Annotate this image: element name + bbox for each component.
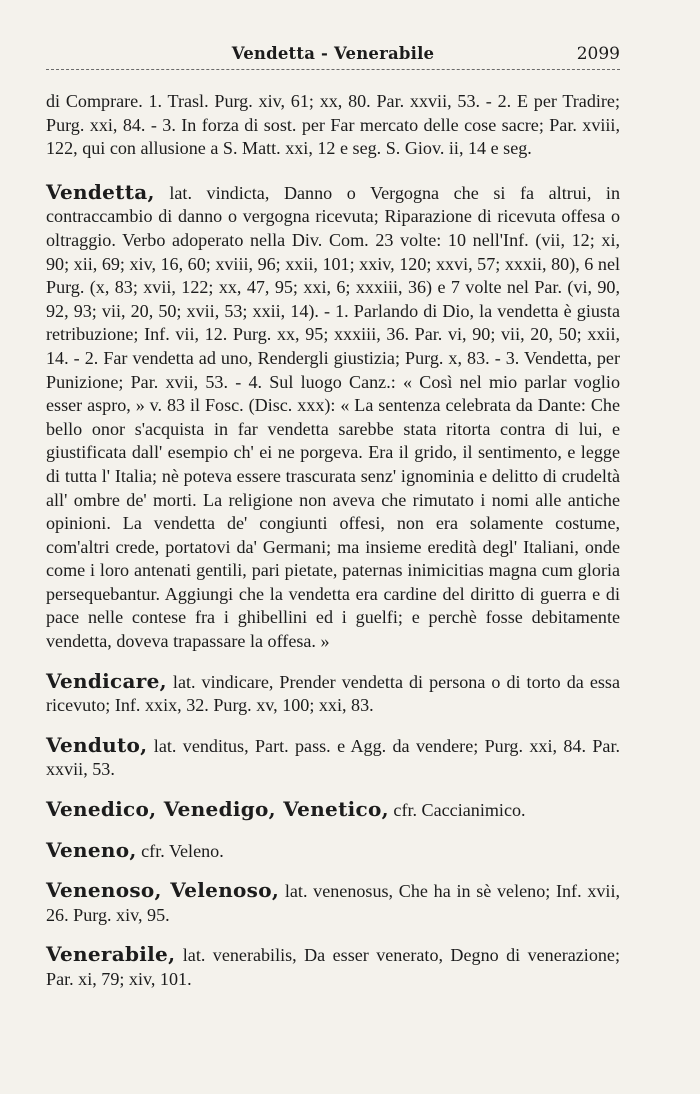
- headword: Venenoso, Velenoso,: [46, 878, 280, 903]
- entry-text: lat. vindicta, Danno o Vergogna che si fa altrui, in contraccambio di danno o vergogna ricevuta; Riparazione di ricevuta offesa o oltraggio. Verbo adoperato nella Div. Com. 23 volte: 10 nell'Inf. (vii, 12; xi, 90; xii, 69; xiv, 16, 60; xviii, 96; xxii, 101; xxiv, 120; xxvi, 57; xxxii, 80), 6 nel Purg. (x, 83; xvii, 122; xx, 47, 95; xxi, 6; xxxiii, 36) e 7 volte nel Par. (vi, 90, 92, 93; vii, 20, 50; xvii, 53; xxii, 14). - 1. Parlando di Dio, la vendetta è giusta retribuzione; Inf. vii, 12. Purg. xx, 95; xxxiii, 36. Par. vi, 90; vii, 20, 50; xxii, 14. - 2. Far vendetta ad uno, Rendergli giustizia; Purg. x, 83. - 3. Vendetta, per Punizione; Par. xvii, 53. - 4. Sul luogo Canz.: « Così nel mio parlar voglio esser aspro, » v. 83 il Fosc. (Disc. xxx): « La sentenza celebrata da Dante: Che bello onor s'acquista in far vendetta sarebbe stata ritorta contra di lui, e giustificata dall' esempio ch' ei ne porgeva. Era il grido, il sentimento, e legge di tutta l' Italia; nè poteva essere trascurata senz' ignominia e delitto di crudeltà all' ombre de' morti. La religione non aveva che rimutato i nomi alle antiche opinioni. La vendetta de' congiunti offesi, non era solamente costume, com'altri crede, portatovi da' Germani; ma insieme eredità degl' Italiani, onde come i loro antenati gentili, pari pietate, paternas inimicitias magna cum gloria persequebantur. Aggiungi che la vendetta era cardine del diritto di guerra e di pace nelle contese fra i ghibellini ed i guelfi; e perchè fosse debitamente vendetta, doveva trapassare la offesa. »: [46, 182, 621, 652]
- headword: Venedico, Venedigo, Venetico,: [46, 797, 389, 822]
- entry-continuation: [46, 90, 620, 161]
- headword: Veneno,: [46, 837, 137, 862]
- entry-text: cfr. Caccianimico.: [393, 800, 526, 821]
- entry-venerabile: [46, 943, 620, 991]
- running-head: [46, 40, 620, 68]
- entry-text: lat. venenosus, Che ha in sè veleno; Inf. xvii, 26. Purg. xiv, 95.: [46, 881, 620, 925]
- headword: Venduto,: [46, 732, 148, 757]
- entry-text: lat. vindicare, Prender vendetta di persona o di torto da essa ricevuto; Inf. xxix, 32. Purg. xv, 100; xxi, 83.: [46, 671, 620, 716]
- running-head-title: Vendetta - Venerabile: [231, 44, 435, 63]
- dictionary-page: [46, 40, 620, 1008]
- entry-text: lat. venditus, Part. pass. e Agg. da vendere; Purg. xxi, 84. Par. xxvii, 53.: [46, 735, 620, 780]
- entry-venedico: [46, 798, 620, 823]
- headword: Vendetta,: [46, 179, 155, 204]
- header-rule: [46, 69, 620, 70]
- entry-text: di Comprare. 1. Trasl. Purg. xiv, 61; xx, 80. Par. xxvii, 53. - 2. E per Tradire; Purg. xxi, 84. - 3. In forza di sost. per Far mercato delle cose sacre; Par. xviii, 122, qui con allusione a S. Matt. xxi, 12 e seg. S. Giov. ii, 14 e seg.: [46, 91, 620, 159]
- page-number: 2099: [576, 44, 620, 64]
- entry-venenoso: [46, 879, 620, 927]
- entry-venduto: [46, 734, 620, 782]
- entry-vendicare: [46, 670, 620, 718]
- headword: Vendicare,: [46, 668, 167, 693]
- entry-text: cfr. Veleno.: [141, 840, 224, 861]
- headword: Venerabile,: [46, 942, 176, 967]
- entry-text: lat. venerabilis, Da esser venerato, Degno di venerazione; Par. xi, 79; xiv, 101.: [46, 945, 620, 989]
- entry-veneno: [46, 839, 620, 864]
- entry-vendetta: [46, 181, 620, 654]
